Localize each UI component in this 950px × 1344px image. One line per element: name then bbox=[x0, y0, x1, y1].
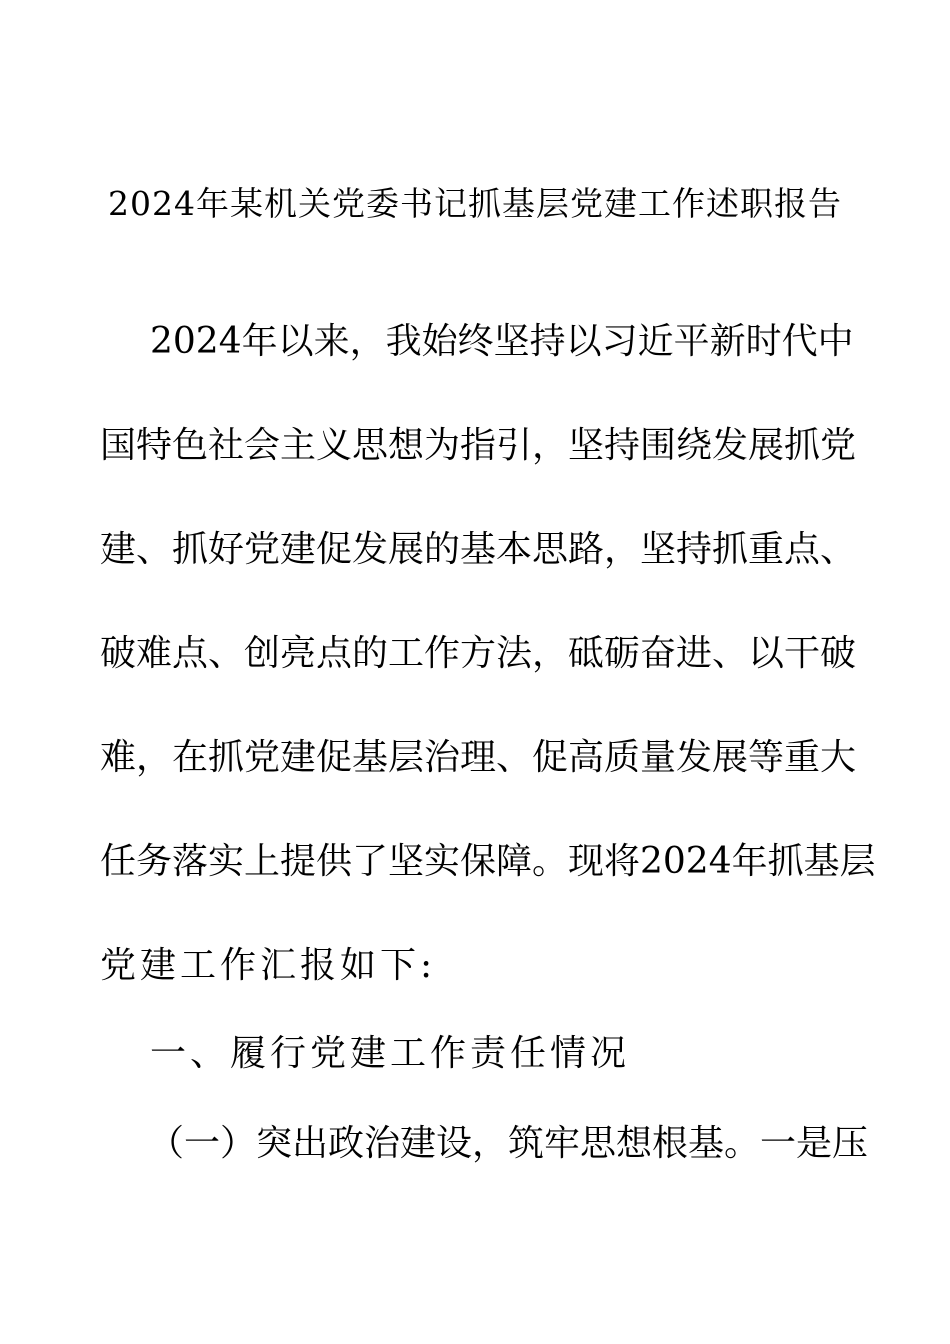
paragraph-line: 2024年以来，我始终坚持以习近平新时代中 bbox=[150, 321, 854, 362]
paragraph-line: 建、抓好党建促发展的基本思路，坚持抓重点、 bbox=[100, 529, 857, 570]
subsection-first-line: （一）突出政治建设，筑牢思想根基。一是压 bbox=[148, 1123, 869, 1164]
paragraph-line: 党建工作汇报如下: bbox=[100, 945, 437, 986]
section-heading: 一、履行党建工作责任情况 bbox=[150, 1033, 631, 1074]
paragraph-line: 国特色社会主义思想为指引，坚持围绕发展抓党 bbox=[100, 425, 857, 466]
document-title: 2024年某机关党委书记抓基层党建工作述职报告 bbox=[108, 184, 842, 223]
paragraph-line: 任务落实上提供了坚实保障。现将2024年抓基层 bbox=[100, 841, 876, 882]
paragraph-line: 破难点、创亮点的工作方法，砥砺奋进、以干破 bbox=[100, 633, 857, 674]
paragraph-line: 难，在抓党建促基层治理、促高质量发展等重大 bbox=[100, 737, 857, 778]
